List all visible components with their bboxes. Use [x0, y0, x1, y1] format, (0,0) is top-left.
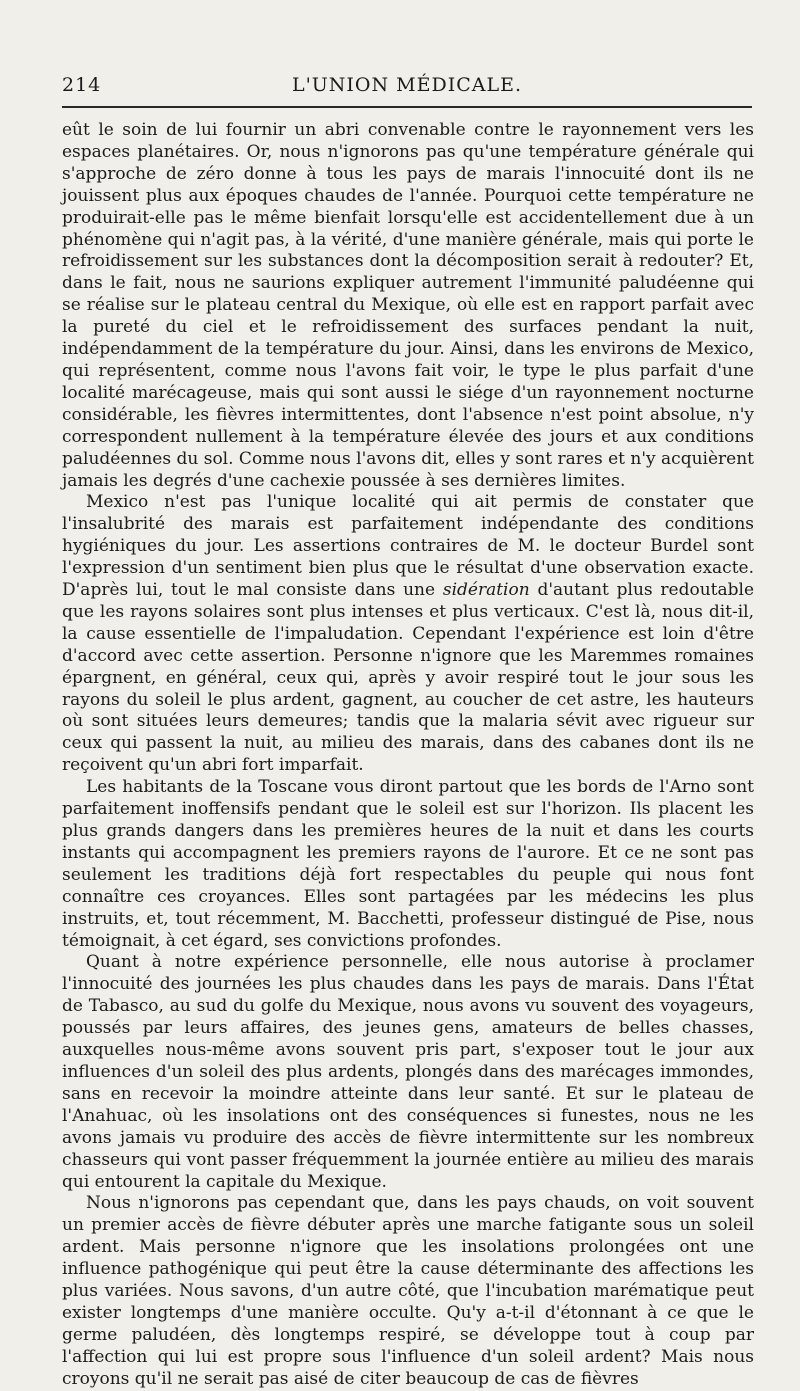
header-rule	[62, 106, 752, 108]
paragraph-4: Quant à notre expérience personnelle, elle nous autorise à proclamer l'innocuité des journées les plus chaudes dans les pays de marais. Dans l'État de Tabasco, au sud du golfe du Mexique, nous avons vu souvent des voyageurs, poussés par leurs affaires, des jeunes gens, amateurs de belles chasses, auxquelles nous-même avons souvent pris part, s'exposer tout le jour aux influences d'un soleil des plus ardents, plongés dans des marécages immondes, sans en recevoir la moindre atteinte dans leur santé. Et sur le plateau de l'Anahuac, où les insolations ont des conséquences si funestes, nous ne les avons jamais vu produire des accès de fièvre intermittente sur les nombreux chasseurs qui vont passer fréquemment la journée entière au milieu des marais qui entourent la capitale du Mexique.	[62, 952, 754, 1192]
paragraph-2-part-1: Mexico n'est pas l'unique localité qui ait permis de constater que l'insalubrité des marais est parfaitement indépendante des conditions hygiéniques du jour. Les assertions contraires de M. le docteur Burdel sont l'expression d'un sentiment bien plus que le résultat d'une observation exacte. D'après lui, tout le mal consiste dans une	[62, 492, 754, 601]
paragraph-1: eût le soin de lui fournir un abri convenable contre le rayonnement vers les espaces planétaires. Or, nous n'ignorons pas qu'une température générale qui s'approche de zéro donne à tous les pays de marais l'innocuité dont ils ne jouissent plus aux époques chaudes de l'année. Pourquoi cette température ne produirait-elle pas le même bienfait lorsqu'elle est accidentellement due à un phénomène qui n'agit pas, à la vérité, d'une manière générale, mais qui porte le refroidissement sur les substances dont la décomposition serait à redouter? Et, dans le fait, nous ne saurions expliquer autrement l'immunité paludéenne qui se réalise sur le plateau central du Mexique, où elle est en rapport parfait avec la pureté du ciel et le refroidissement des surfaces pendant la nuit, indépendamment de la température du jour. Ainsi, dans les environs de Mexico, qui représentent, comme nous l'avons fait voir, le type le plus parfait d'une localité marécageuse, mais qui sont aussi le siége d'un rayonnement nocturne considérable, les fièvres intermittentes, dont l'absence n'est point absolue, n'y correspondent nullement à la température élevée des jours et aux conditions paludéennes du sol. Comme nous l'avons dit, elles y sont rares et n'y acquièrent jamais les degrés d'une cachexie poussée à ses dernières limites.	[62, 120, 754, 491]
page-body	[62, 120, 754, 1391]
running-title: L'UNION MÉDICALE.	[291, 74, 523, 96]
page-number: 214	[62, 74, 102, 96]
paragraph-3: Les habitants de la Toscane vous diront partout que les bords de l'Arno sont parfaitement inoffensifs pendant que le soleil est sur l'horizon. Ils placent les plus grands dangers dans les premières heures de la nuit et dans les courts instants qui accompagnent les premiers rayons de l'aurore. Et ce ne sont pas seulement les traditions déjà fort respectables du peuple qui nous font connaître ces croyances. Elles sont partagées par les médecins les plus instruits, et, tout récemment, M. Bacchetti, professeur distingué de Pise, nous témoignait, à cet égard, ses convictions profondes.	[62, 777, 754, 951]
paragraph-5: Nous n'ignorons pas cependant que, dans les pays chauds, on voit souvent un premier accès de fièvre débuter après une marche fatigante sous un soleil ardent. Mais personne n'ignore que les insolations prolongées ont une influence pathogénique qui peut être la cause déterminante des affections les plus variées. Nous savons, d'un autre côté, que l'incubation marématique peut exister longtemps d'une manière occulte. Qu'y a-t-il d'étonnant à ce que le germe paludéen, dès longtemps respiré, se développe tout à coup par l'affection qui lui est propre sous l'influence d'un soleil ardent? Mais nous croyons qu'il ne serait pas aisé de citer beaucoup de cas de fièvres	[62, 1193, 754, 1389]
paragraph-2	[62, 492, 754, 777]
running-header	[62, 74, 752, 102]
paragraph-2-emphasis: sidération	[442, 580, 530, 601]
paragraph-2-part-2: d'autant plus redoutable que les rayons solaires sont plus intenses et plus verticaux. C'est là, nous dit-il, la cause essentielle de l'impaludation. Cependant l'expérience est loin d'être d'accord avec cette assertion. Personne n'ignore que les Maremmes romaines épargnent, en général, ceux qui, après y avoir respiré tout le jour sous les rayons du soleil le plus ardent, gagnent, au coucher de cet astre, les hauteurs où sont situées leurs demeures; tandis que la malaria sévit avec rigueur sur ceux qui passent la nuit, au milieu des marais, dans des cabanes dont ils ne reçoivent qu'un abri fort imparfait.	[62, 580, 754, 776]
